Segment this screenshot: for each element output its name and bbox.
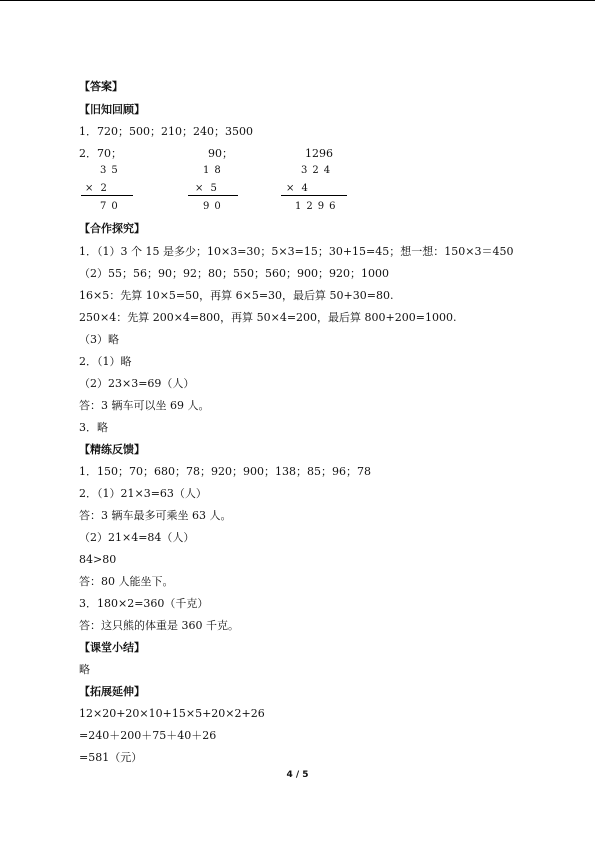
practice-line-7: 3．180×2=360（千克） <box>79 597 209 610</box>
heading-answer: 【答案】 <box>79 80 123 93</box>
review-line-2c: 1296 <box>305 147 333 160</box>
vm3-mul: × 4 <box>286 183 310 194</box>
vm2-top: 18 <box>203 165 226 176</box>
vm2-mul: × 5 <box>195 183 219 194</box>
explore-line-3: 16×5：先算 10×5=50，再算 6×5=30，最后算 50+30=80. <box>79 289 394 302</box>
explore-line-5: （3）略 <box>79 333 119 346</box>
practice-line-5: 84>80 <box>79 553 117 566</box>
explore-line-7: （2）23×3=69（人） <box>79 377 195 390</box>
practice-line-2: 2．（1）21×3=63（人） <box>79 487 207 500</box>
heading-practice: 【精练反馈】 <box>79 443 145 456</box>
page-number: 4 / 5 <box>286 770 309 780</box>
explore-line-2: （2）55；56；90；92；80；550；560；900；920；1000 <box>79 267 389 280</box>
vm1-line <box>81 195 133 196</box>
heading-summary: 【课堂小结】 <box>79 641 145 654</box>
heading-extend: 【拓展延伸】 <box>79 685 145 698</box>
review-line-2: 2．70； <box>79 147 122 160</box>
review-line-1: 1．720；500；210；240；3500 <box>79 125 253 138</box>
vm1-mul: × 2 <box>85 183 109 194</box>
extend-line-1: 12×20+20×10+15×5+20×2+26 <box>79 707 265 720</box>
vm3-top: 324 <box>301 165 336 176</box>
practice-line-8: 答：这只熊的体重是 360 千克。 <box>79 619 239 632</box>
explore-line-4: 250×4：先算 200×4=800，再算 50×4=200，最后算 800+200=1000. <box>79 311 457 324</box>
explore-line-6: 2．（1）略 <box>79 355 132 368</box>
vm1-result: 70 <box>100 201 123 212</box>
explore-line-8: 答：3 辆车可以坐 69 人。 <box>79 399 210 412</box>
extend-line-2: =240＋200＋75＋40＋26 <box>79 729 217 742</box>
extend-line-3: =581（元） <box>79 751 143 764</box>
summary-line-1: 略 <box>79 663 90 676</box>
vm2-line <box>188 195 238 196</box>
review-line-2b: 90； <box>208 147 233 160</box>
vm3-line <box>281 195 347 196</box>
heading-review: 【旧知回顾】 <box>79 103 145 116</box>
top-rule <box>0 0 595 1</box>
practice-line-6: 答：80 人能坐下。 <box>79 575 174 588</box>
explore-line-9: 3．略 <box>79 421 108 434</box>
vm2-result: 90 <box>203 201 226 212</box>
vm1-top: 35 <box>100 165 123 176</box>
practice-line-1: 1．150；70；680；78；920；900；138；85；96；78 <box>79 465 371 478</box>
heading-explore: 【合作探究】 <box>79 222 145 235</box>
practice-line-3: 答：3 辆车最多可乘坐 63 人。 <box>79 509 232 522</box>
vm3-result: 1296 <box>295 201 341 212</box>
practice-line-4: （2）21×4=84（人） <box>79 531 195 544</box>
explore-line-1: 1．（1）3 个 15 是多少；10×3=30；5×3=15；30+15=45；想一想：150×3＝450 <box>79 245 514 258</box>
